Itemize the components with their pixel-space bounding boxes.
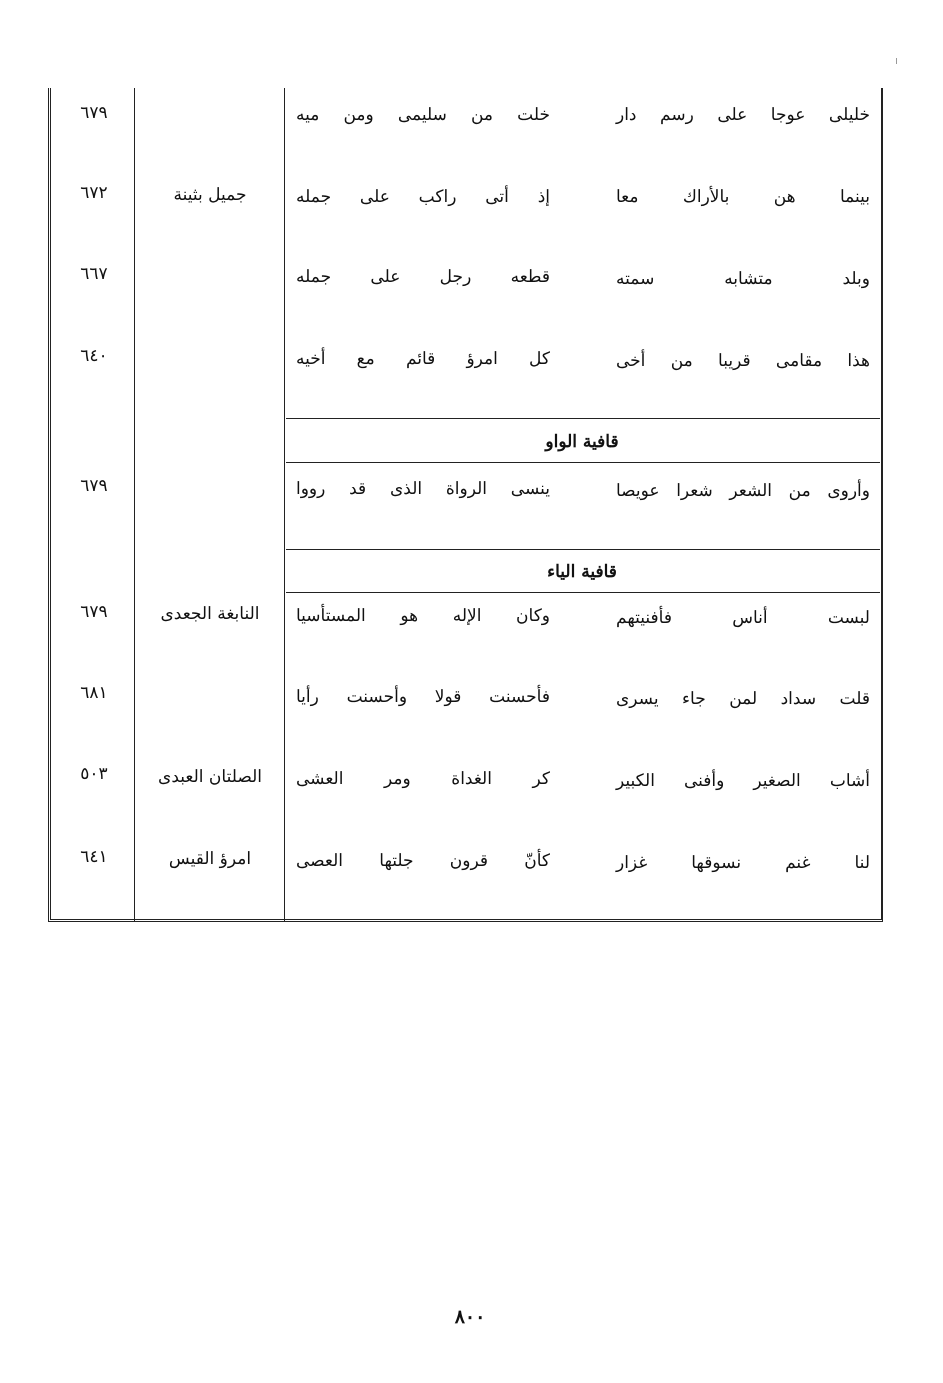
verse-second-hemistich: كل امرؤ قائم مع أخيه	[296, 349, 550, 369]
page-reference: ٦٤١	[80, 847, 108, 867]
poet-name: امرؤ القيس	[168, 849, 252, 869]
page-reference: ٦٧٢	[80, 183, 108, 203]
section-title-ya: قافية الياء	[547, 562, 617, 582]
page-reference: ٦٧٩	[80, 476, 108, 496]
section-rule-top	[286, 418, 880, 419]
verse-second-hemistich: خلت من سليمى ومن ميه	[296, 105, 550, 125]
verse-first-hemistich: بينما هن بالأراك معا	[616, 187, 870, 207]
page-reference: ٦٤٠	[80, 346, 108, 366]
column-divider-page	[134, 88, 135, 921]
table-frame	[48, 88, 883, 922]
verse-second-hemistich: وكان الإله هو المستأسيا	[296, 606, 550, 626]
page-reference: ٥٠٣	[80, 764, 108, 784]
verse-second-hemistich: كأنّ قرون جلتها العصى	[296, 851, 550, 871]
verse-second-hemistich: قطعه رجل على جمله	[296, 267, 550, 287]
page-reference: ٦٦٧	[80, 264, 108, 284]
verse-second-hemistich: إذ أتى راكب على جمله	[296, 187, 550, 207]
section-rule-bottom	[286, 592, 880, 593]
verse-first-hemistich: خليلى عوجا على رسم دار	[616, 105, 870, 125]
poet-name: الصلتان العبدى	[158, 767, 262, 787]
section-rule-bottom	[286, 462, 880, 463]
verse-second-hemistich: ينسى الرواة الذى قد رووا	[296, 479, 550, 499]
verse-first-hemistich: هذا مقامى قريبا من أخى	[616, 351, 870, 371]
section-title-waw: قافية الواو	[545, 432, 619, 452]
section-rule-top	[286, 549, 880, 550]
scan-mark	[896, 58, 897, 64]
page-reference: ٦٧٩	[80, 602, 108, 622]
verse-second-hemistich: فأحسنت قولا وأحسنت رأيا	[296, 687, 550, 707]
verse-first-hemistich: أشاب الصغير وأفنى الكبير	[616, 771, 870, 791]
verse-first-hemistich: قلت سداد لمن جاء يسرى	[616, 689, 870, 709]
column-divider-poet	[284, 88, 285, 921]
verse-first-hemistich: لبست أناس فأفنيتهم	[616, 608, 870, 628]
poet-name: جميل بثينة	[173, 185, 247, 205]
verse-first-hemistich: وأروى من الشعر شعرا عويصا	[616, 481, 870, 501]
page-reference: ٦٨١	[80, 683, 108, 703]
poet-name: النابغة الجعدى	[160, 604, 260, 624]
page-number: ٨٠٠	[454, 1306, 486, 1328]
verse-first-hemistich: وبلد متشابه سمته	[616, 269, 870, 289]
verse-first-hemistich: لنا غنم نسوقها غزار	[616, 853, 870, 873]
page-reference: ٦٧٩	[80, 103, 108, 123]
verse-second-hemistich: كر الغداة ومر العشى	[296, 769, 550, 789]
